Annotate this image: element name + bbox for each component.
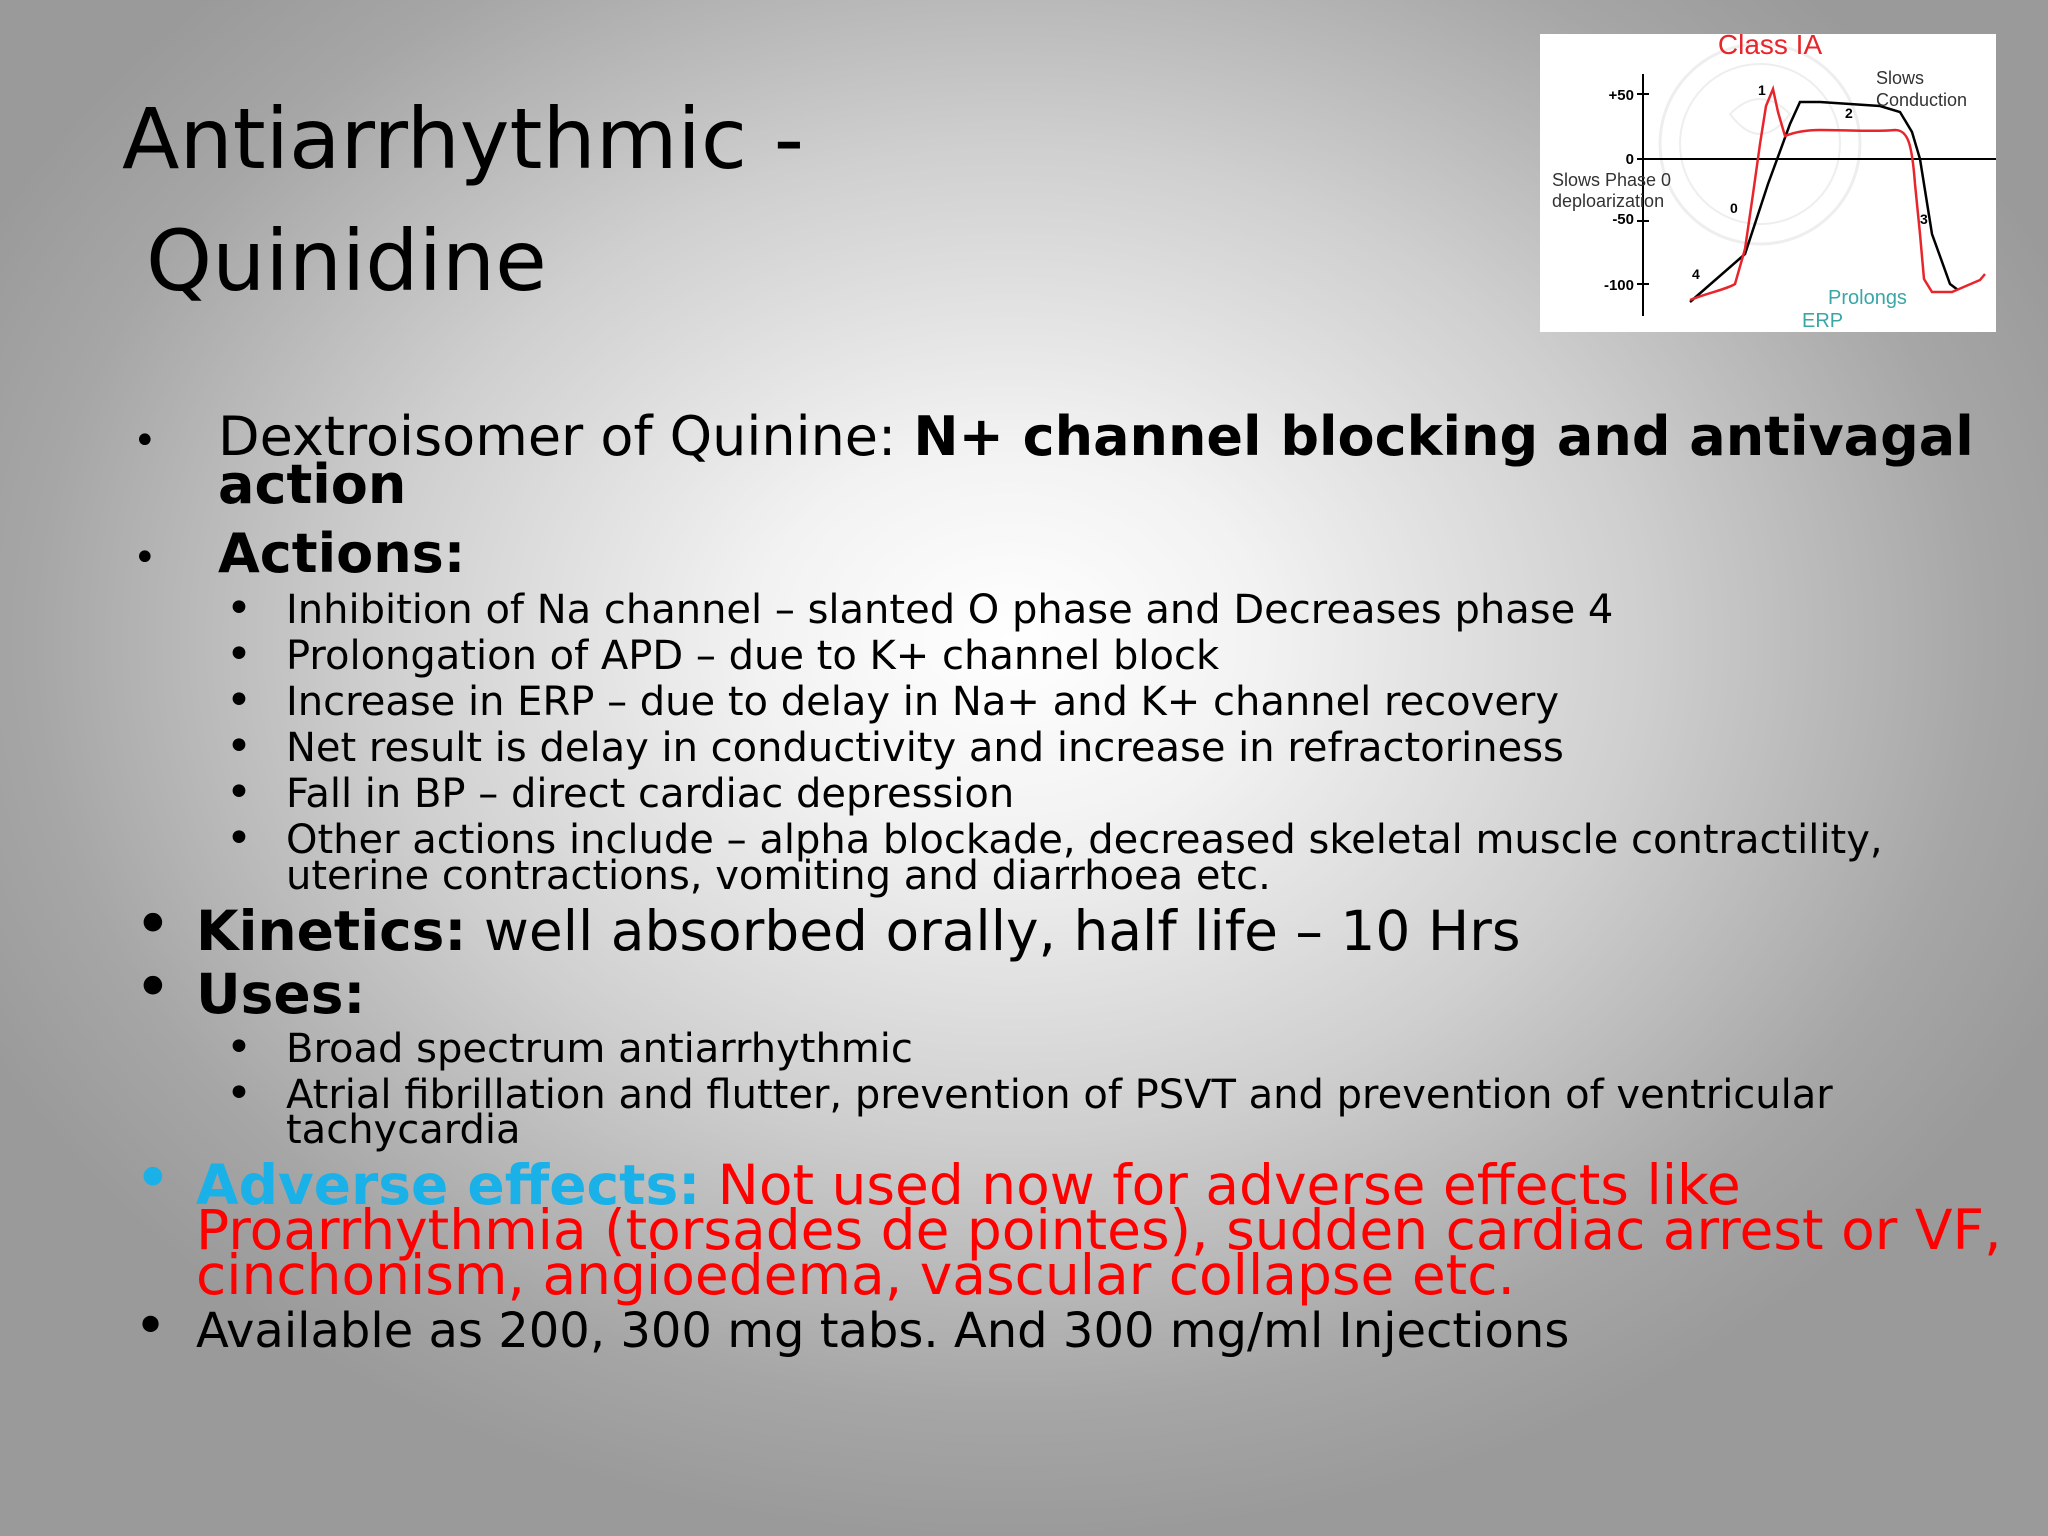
adverse-line2: Proarrhythmia (torsades de pointes), sudden cardiac arrest or VF, (196, 1198, 2002, 1262)
bullet-marker: • (134, 1294, 168, 1359)
action-item-text: Net result is delay in conductivity and increase in refractoriness (286, 725, 1564, 771)
phase-label-3: 3 (1920, 211, 1928, 227)
slide-title-line1: Antiarrhythmic - (122, 90, 805, 188)
action-item-2 (226, 629, 1220, 680)
annotation-deploarization: deploarization (1552, 191, 1665, 211)
sub-bullet-marker: • (226, 1022, 252, 1073)
annotation-prolongs: Prolongs (1828, 287, 1907, 309)
uses-item-1 (226, 1022, 913, 1073)
y-tick-0: 0 (1625, 151, 1634, 168)
slide-title-line2: Quinidine (146, 212, 547, 310)
action-item-6-line2: uterine contractions, vomiting and diarrhoea etc. (286, 853, 1271, 899)
uses-item-text: Broad spectrum antiarrhythmic (286, 1026, 913, 1072)
bullet-marker: • (134, 888, 172, 962)
action-item-4 (226, 721, 1564, 772)
y-tick-minus50: -50 (1612, 211, 1634, 228)
bullet-marker: • (133, 418, 157, 464)
action-item-text: Fall in BP – direct cardiac depression (286, 771, 1015, 817)
action-item-3 (226, 675, 1560, 726)
annotation-erp: ERP (1802, 310, 1844, 332)
uses-item-text: Atrial fibrillation and flutter, prevention of PSVT and prevention of ventricular (286, 1072, 1833, 1118)
bullet-marker: • (134, 951, 172, 1025)
uses-item-2-line2: tachycardia (286, 1107, 521, 1153)
kinetics-label: Kinetics: (196, 899, 467, 963)
figure-title: Class IA (1717, 34, 1823, 60)
sub-bullet-marker: • (226, 583, 252, 634)
phase-label-1: 1 (1758, 82, 1766, 98)
uses-label: Uses: (196, 962, 366, 1026)
bullet-actions (133, 522, 466, 585)
sub-bullet-marker: • (226, 813, 252, 864)
available-text: Available as 200, 300 mg tabs. And 300 mg/ml Injections (196, 1303, 1570, 1359)
bullet-marker: • (133, 535, 157, 581)
action-item-text: Other actions include – alpha blockade, decreased skeletal muscle contractility, (286, 817, 1883, 863)
bullet-kinetics (134, 888, 1521, 963)
annotation-slows: Slows (1876, 68, 1925, 88)
bullet-available (134, 1294, 1570, 1359)
bullet-dextroisomer-text: Dextroisomer of Quinine: (218, 405, 914, 468)
action-item-text: Increase in ERP – due to delay in Na+ and K+ channel recovery (286, 679, 1560, 725)
y-tick-minus100: -100 (1603, 277, 1634, 294)
action-item-text: Inhibition of Na channel – slanted O phase and Decreases phase 4 (286, 587, 1614, 633)
adverse-label: Adverse effects: (196, 1153, 701, 1217)
bullet-dextroisomer (133, 405, 1974, 468)
sub-bullet-marker: • (226, 629, 252, 680)
phase-label-2: 2 (1845, 105, 1853, 121)
bullet-uses (134, 951, 366, 1026)
actions-label: Actions: (218, 522, 466, 585)
annotation-slows-phase: Slows Phase 0 (1552, 170, 1672, 190)
adverse-line1: Not used now for adverse effects like (700, 1153, 1741, 1217)
phase-label-0: 0 (1730, 200, 1738, 216)
y-tick-50: +50 (1608, 87, 1634, 104)
sub-bullet-marker: • (226, 767, 252, 818)
action-item-text: Prolongation of APD – due to K+ channel block (286, 633, 1220, 679)
bullet-dextroisomer-bold: N+ channel blocking and antivagal (913, 405, 1974, 468)
kinetics-text: well absorbed orally, half life – 10 Hrs (466, 899, 1521, 963)
annotation-conduction: Conduction (1876, 90, 1968, 110)
phase-label-4: 4 (1692, 266, 1700, 282)
sub-bullet-marker: • (226, 1068, 252, 1119)
bullet-marker: • (134, 1142, 172, 1216)
sub-bullet-marker: • (226, 721, 252, 772)
action-item-1 (226, 583, 1614, 634)
bullet-dextroisomer-line2: action (218, 453, 407, 516)
action-item-5 (226, 767, 1015, 818)
adverse-line3: cinchonism, angioedema, vascular collapse etc. (196, 1243, 1515, 1307)
sub-bullet-marker: • (226, 675, 252, 726)
